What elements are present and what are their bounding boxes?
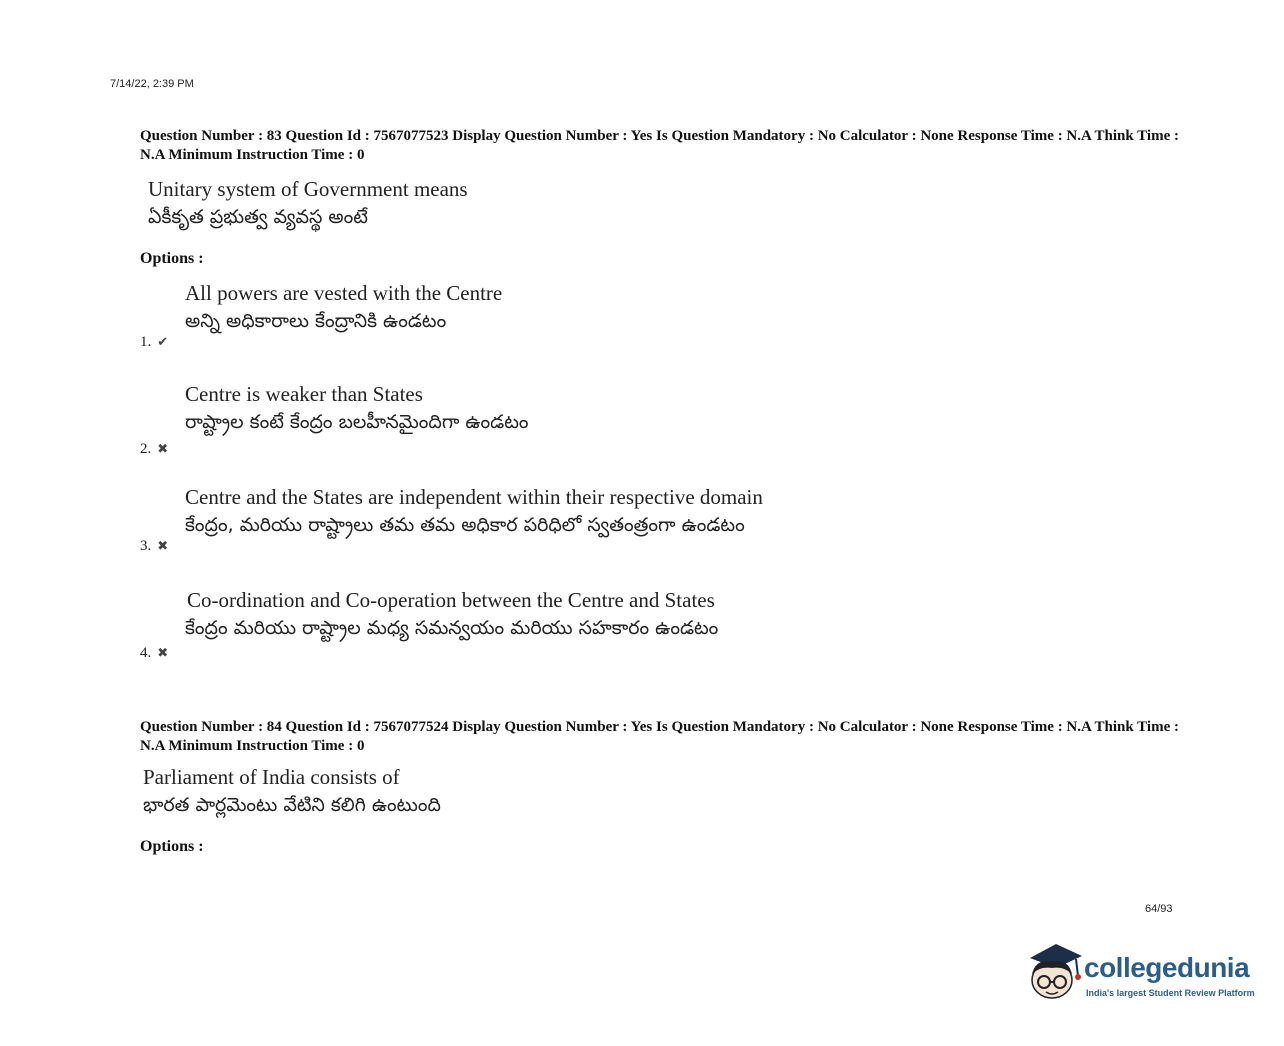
question-84-options-label: Options : [140, 838, 204, 855]
cross-icon: ✖ [157, 442, 169, 457]
question-84-text-te: భారత పార్లమెంటు వేటిని కలిగి ఉంటుంది [143, 794, 441, 816]
collegedunia-logo [1024, 938, 1264, 1008]
question-83-meta: Question Number : 83 Question Id : 7567077523 Display Question Number : Yes Is Question Mandatory : No Calculator : None Response Time : N.A Think Time : N.A Minimum Instruction Time : 0 [140, 128, 1179, 163]
cross-icon: ✖ [157, 646, 169, 661]
option-2-label: 2. [140, 441, 152, 457]
logo-tagline: India's largest Student Review Platform [1086, 988, 1255, 998]
option-3-text-te: కేంద్రం, మరియు రాష్ట్రాలు తమ తమ అధికార పరిధిలో స్వతంత్రంగా ఉండటం [185, 514, 745, 536]
page-number: 64/93 [1145, 903, 1173, 915]
option-2-number [140, 441, 168, 458]
option-1-text-en: All powers are vested with the Centre [185, 281, 503, 305]
check-icon: ✔ [157, 335, 169, 350]
option-2-text-te: రాష్ట్రాల కంటే కేంద్రం బలహీనమైందిగా ఉండటం [185, 411, 529, 433]
option-1-text-te: అన్ని అధికారాలు కేంద్రానికి ఉండటం [185, 310, 447, 332]
option-3-number [140, 538, 168, 555]
mascot-icon [1024, 938, 1084, 1008]
option-4-text-te: కేంద్రం మరియు రాష్ట్రాల మధ్య సమన్వయం మరియు సహకారం ఉండటం [185, 617, 719, 639]
option-4-number [140, 645, 168, 662]
print-timestamp: 7/14/22, 2:39 PM [110, 78, 194, 90]
question-84-meta: Question Number : 84 Question Id : 7567077524 Display Question Number : Yes Is Question Mandatory : No Calculator : None Response Time : N.A Think Time : N.A Minimum Instruction Time : 0 [140, 719, 1179, 754]
option-3-label: 3. [140, 538, 152, 554]
question-84-text-en: Parliament of India consists of [143, 765, 400, 789]
option-1-label: 1. [140, 334, 152, 350]
option-4-text-en: Co-ordination and Co-operation between the Centre and States [187, 588, 715, 612]
logo-wordmark: collegedunia [1084, 952, 1250, 983]
question-83-options-label: Options : [140, 250, 204, 267]
question-83-text-en: Unitary system of Government means [148, 177, 468, 201]
question-83-text-te: ఏకీకృత ప్రభుత్వ వ్యవస్థ అంటే [148, 206, 368, 228]
option-2-text-en: Centre is weaker than States [185, 382, 423, 406]
option-1-number [140, 334, 168, 351]
cross-icon: ✖ [157, 539, 169, 554]
option-4-label: 4. [140, 645, 152, 661]
option-3-text-en: Centre and the States are independent within their respective domain [185, 485, 763, 509]
